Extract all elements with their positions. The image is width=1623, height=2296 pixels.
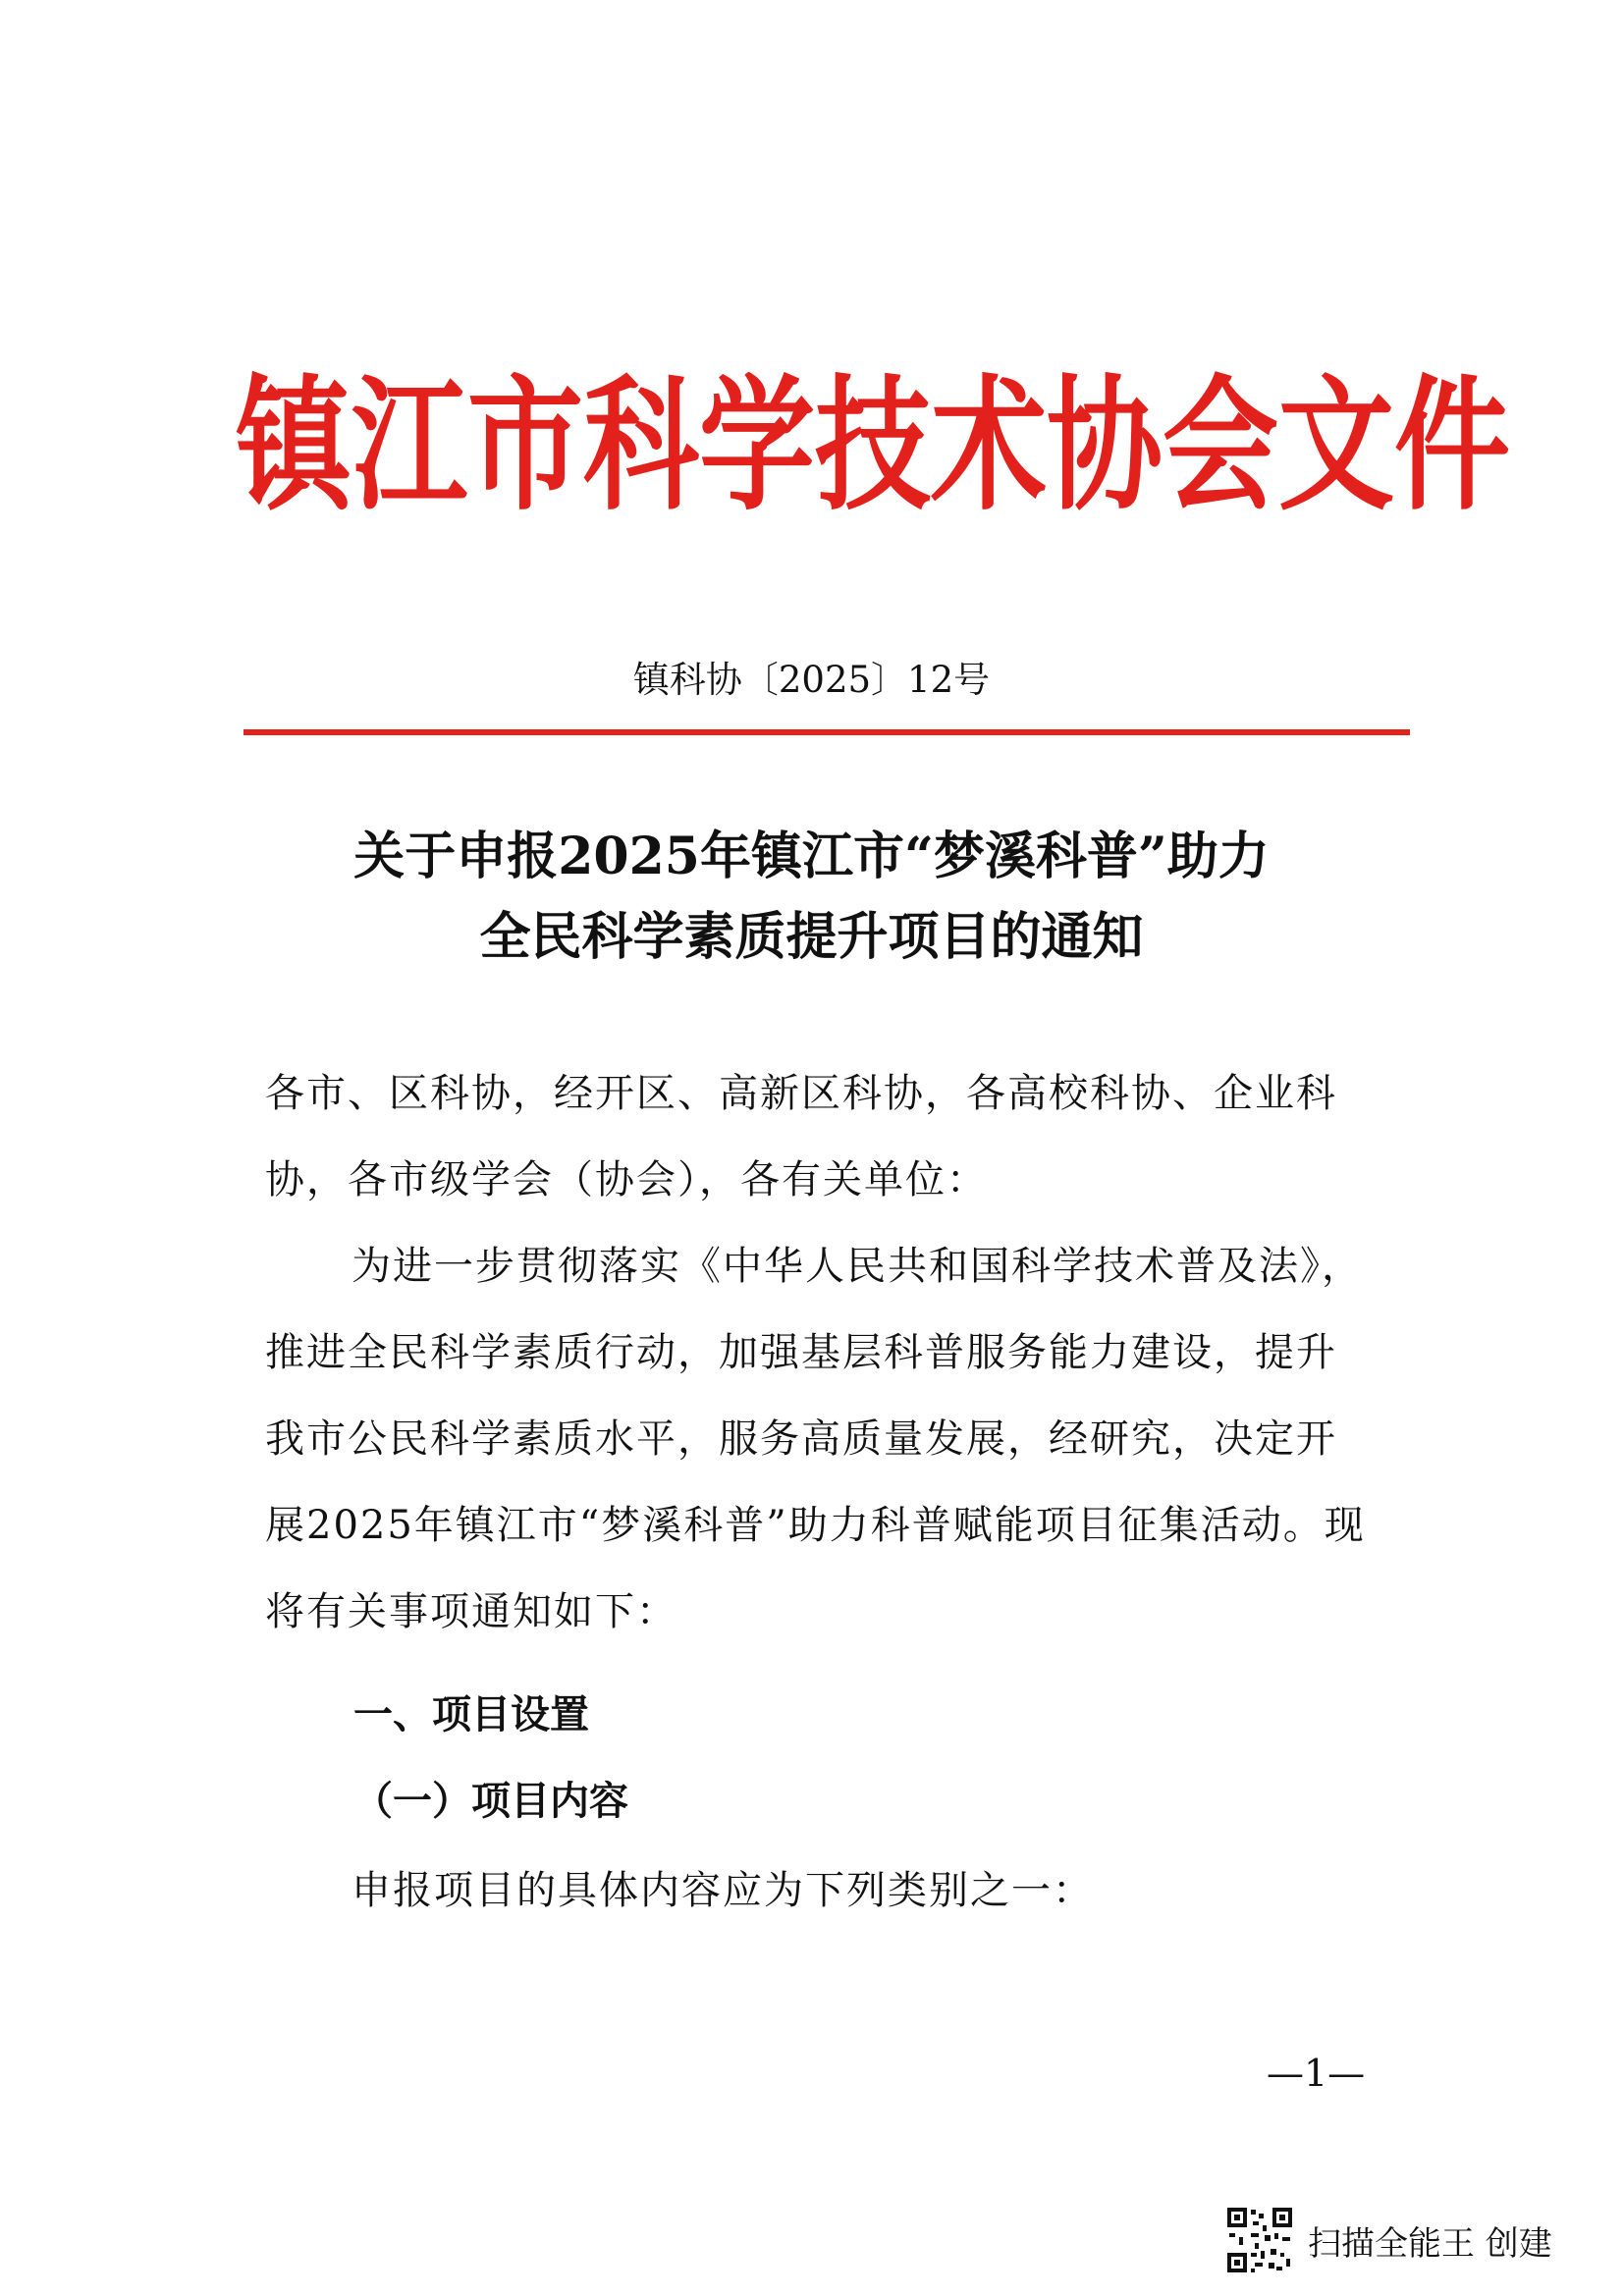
issuer-title: 镇江市科学技术协会文件 bbox=[236, 359, 1511, 530]
qr-code-icon bbox=[1225, 2206, 1294, 2274]
paragraph-1-line-4: 展2025年镇江市“梦溪科普”助力科普赋能项目征集活动。现 bbox=[265, 1503, 1366, 1548]
salutation-line-1: 各市、区科协，经开区、高新区科协，各高校科协、企业科 bbox=[265, 1071, 1337, 1116]
red-divider-rule bbox=[243, 729, 1410, 735]
paragraph-1-line-5: 将有关事项通知如下： bbox=[265, 1589, 677, 1634]
document-number: 镇科协〔2025〕12号 bbox=[632, 659, 991, 701]
subsection-heading-1: （一）项目内容 bbox=[353, 1778, 628, 1824]
paragraph-1-line-1: 为进一步贯彻落实《中华人民共和国科学技术普及法》， bbox=[352, 1244, 1363, 1289]
paragraph-2 bbox=[265, 1847, 1375, 1934]
document-title-line-1: 关于申报2025年镇江市“梦溪科普”助力 bbox=[353, 827, 1270, 886]
document-title bbox=[0, 817, 1623, 978]
paragraph-2-line-1: 申报项目的具体内容应为下列类别之一： bbox=[352, 1868, 1094, 1913]
section-heading-1: 一、项目设置 bbox=[353, 1691, 589, 1737]
paragraph-1-line-2: 推进全民科学素质行动，加强基层科普服务能力建设，提升 bbox=[265, 1330, 1337, 1375]
paragraph-1 bbox=[265, 1223, 1375, 1655]
paragraph-1-line-3: 我市公民科学素质水平，服务高质量发展，经研究，决定开 bbox=[265, 1416, 1337, 1462]
page-number: —1— bbox=[1267, 2052, 1366, 2095]
scanner-watermark bbox=[1225, 2206, 1552, 2274]
salutation bbox=[265, 1050, 1375, 1223]
watermark-text: 扫描全能王 创建 bbox=[1308, 2223, 1552, 2264]
document-title-line-2: 全民科学素质提升项目的通知 bbox=[479, 907, 1144, 967]
salutation-line-2: 协，各市级学会（协会），各有关单位： bbox=[265, 1157, 988, 1202]
